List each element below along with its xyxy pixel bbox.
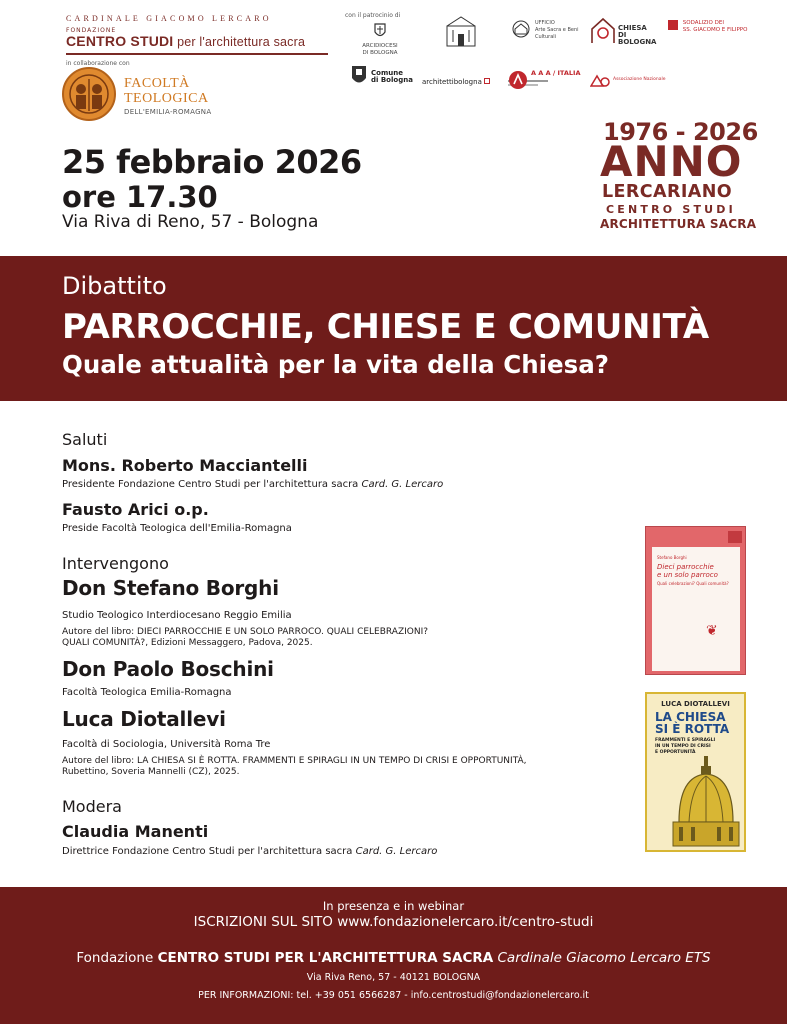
- sponsor-aaa-italia: [508, 70, 588, 90]
- section-intervengono: Intervengono: [62, 554, 169, 573]
- book2-author: LUCA DIOTALLEVI: [661, 700, 730, 708]
- fondazione-label: FONDAZIONE: [66, 27, 117, 34]
- anniversary-lercariano: LERCARIANO: [602, 182, 733, 202]
- footer-org-italic: Cardinale Giacomo Lercaro ETS: [493, 950, 711, 966]
- sponsor-arcidiocesi-label: ARCIDIOCESI DI BOLOGNA: [362, 43, 398, 56]
- sponsor-associazione-label: Associazione Nazionale: [613, 77, 666, 82]
- sponsor-architetti: [422, 78, 502, 86]
- sponsor-sodalizio: [668, 20, 748, 34]
- fondazione-heading: CARDINALE GIACOMO LERCARO: [66, 14, 272, 23]
- footer-org-prefix: Fondazione: [76, 950, 158, 966]
- footer-address: Via Riva Reno, 57 - 40121 BOLOGNA: [306, 972, 481, 983]
- book-tab: [728, 531, 742, 543]
- speaker-role: [62, 846, 437, 857]
- comune-crest-icon: [350, 64, 368, 88]
- apg-logo-icon: [590, 74, 610, 88]
- book2-title: LA CHIESA SI È ROTTA: [655, 710, 730, 736]
- banner-subtitle: Quale attualità per la vita della Chiesa?: [62, 350, 609, 379]
- speaker-role-italic: Card. G. Lercaro: [355, 846, 438, 857]
- speaker-name: Don Paolo Boschini: [62, 657, 274, 681]
- sponsor-ufficio-nazionale: [436, 14, 486, 53]
- speaker-role: Facoltà Teologica Emilia-Romagna: [62, 687, 232, 698]
- speaker-name: Fausto Arici o.p.: [62, 500, 209, 519]
- sponsor-comune: [350, 64, 415, 88]
- sponsor-chiesa-bologna-label: CHIESA DI BOLOGNA: [618, 24, 657, 46]
- speaker-role: Preside Facoltà Teologica dell'Emilia-Romagna: [62, 523, 292, 534]
- event-time: ore 17.30: [62, 180, 218, 214]
- book-cover-diotallevi: [645, 692, 746, 852]
- footer-contact[interactable]: PER INFORMAZIONI: tel. +39 051 6566287 - info.centrostudi@fondazionelercaro.it: [198, 990, 589, 1001]
- book1-title: Dieci parrocchie e un solo parroco: [657, 563, 718, 579]
- book-cover-borghi: [645, 526, 746, 675]
- church-illustration-icon: [443, 14, 479, 50]
- dome-illustration-icon: [667, 752, 745, 848]
- sponsor-ufficio-arte-label: UFFICIO Arte Sacra e Beni Culturali: [535, 20, 579, 40]
- event-date: 25 febbraio 2026: [62, 143, 362, 181]
- ornament-icon: ❦: [706, 623, 718, 639]
- ufficio-logo-icon: [510, 20, 532, 38]
- book1-author: Stefano Borghi: [657, 555, 687, 560]
- speaker-role: Studio Teologico Interdiocesano Reggio Emilia: [62, 610, 292, 621]
- facolta-name: [124, 76, 209, 106]
- crest-icon: [372, 22, 388, 40]
- facolta-region: DELL'EMILIA-ROMAGNA: [124, 108, 212, 116]
- speaker-role: Facoltà di Sociologia, Università Roma Tre: [62, 739, 271, 750]
- section-saluti: Saluti: [62, 430, 108, 449]
- sponsor-arcidiocesi: [350, 22, 410, 57]
- sponsor-sodalizio-label: SODALIZIO DEI SS. GIACOMO E FILIPPO: [682, 20, 748, 33]
- speaker-name: Don Stefano Borghi: [62, 576, 279, 600]
- book-note-line2: Rubettino, Soveria Mannelli (CZ), 2025.: [62, 767, 240, 777]
- sponsor-aaa-italia-label: A A A / ITALIA: [531, 69, 581, 77]
- anniversary-centro-studi: CENTRO STUDI: [606, 203, 736, 216]
- patrocinio-label: con il patrocinio di: [345, 12, 401, 19]
- speaker-name: Mons. Roberto Macciantelli: [62, 456, 308, 475]
- aaa-italia-logo-icon: [508, 70, 528, 90]
- anniversary-years: 1976 - 2026: [603, 118, 758, 146]
- sodalizio-logo-icon: [668, 20, 678, 30]
- sponsor-chiesa-bologna: [590, 15, 660, 46]
- speaker-name: Luca Diotallevi: [62, 707, 226, 731]
- speaker-role: [62, 479, 443, 490]
- chiesa-bologna-logo-icon: [590, 15, 616, 45]
- footer-org-bold: CENTRO STUDI PER L'ARCHITETTURA SACRA: [157, 950, 494, 966]
- footer-organization: [0, 950, 787, 966]
- anniversary-architettura: ARCHITETTURA SACRA: [600, 217, 757, 231]
- event-place: Via Riva di Reno, 57 - Bologna: [62, 212, 319, 232]
- centro-studi-title: [66, 33, 305, 49]
- sponsor-architetti-label: architettibologna: [422, 78, 482, 86]
- speaker-role-text: Direttrice Fondazione Centro Studi per l'architettura sacra: [62, 846, 356, 857]
- book1-subtitle: Quali celebrazioni? Quali comunità?: [657, 581, 729, 586]
- footer-mode: In presenza e in webinar: [322, 899, 465, 913]
- speaker-role-text: Presidente Fondazione Centro Studi per l'architettura sacra: [62, 479, 362, 490]
- architetti-square-icon: [484, 78, 490, 84]
- facolta-logo-icon: [62, 67, 116, 121]
- speaker-book-note: [62, 627, 428, 649]
- speaker-book-note: [62, 756, 527, 778]
- sponsor-ufficio-arte: [510, 20, 585, 41]
- banner-kicker: Dibattito: [62, 272, 167, 300]
- collaborazione-label: in collaborazione con: [66, 60, 130, 67]
- sponsor-associazione: [590, 74, 670, 88]
- anniversary-anno: ANNO: [600, 137, 743, 186]
- title-underline: [66, 53, 328, 55]
- book-note-line1: Autore del libro: LA CHIESA SI È ROTTA. FRAMMENTI E SPIRAGLI IN UN TEMPO DI CRISI E OPPORTUNITÀ,: [62, 756, 527, 766]
- facolta-line2: TEOLOGICA: [124, 91, 209, 106]
- speaker-role-italic: Card. G. Lercaro: [361, 479, 444, 490]
- centro-studi-bold: CENTRO STUDI: [66, 33, 174, 49]
- book2-subtitle: FRAMMENTI E SPIRAGLI IN UN TEMPO DI CRISI E OPPORTUNITÀ: [655, 738, 716, 755]
- footer-registration-link[interactable]: ISCRIZIONI SUL SITO www.fondazionelercaro.it/centro-studi: [193, 914, 594, 930]
- facolta-line1: FACOLTÀ: [124, 76, 190, 91]
- banner-title: PARROCCHIE, CHIESE E COMUNITÀ: [62, 307, 709, 347]
- centro-studi-rest: per l'architettura sacra: [173, 35, 306, 49]
- sponsor-comune-label: Comune di Bologna: [371, 69, 413, 84]
- speaker-name: Claudia Manenti: [62, 822, 209, 841]
- book-cover-panel: [652, 547, 740, 671]
- section-modera: Modera: [62, 797, 122, 816]
- book-note-line1: Autore del libro: DIECI PARROCCHIE E UN SOLO PARROCO. QUALI CELEBRAZIONI?: [62, 627, 429, 637]
- book-note-line2: QUALI COMUNITÀ?, Edizioni Messaggero, Padova, 2025.: [62, 638, 313, 648]
